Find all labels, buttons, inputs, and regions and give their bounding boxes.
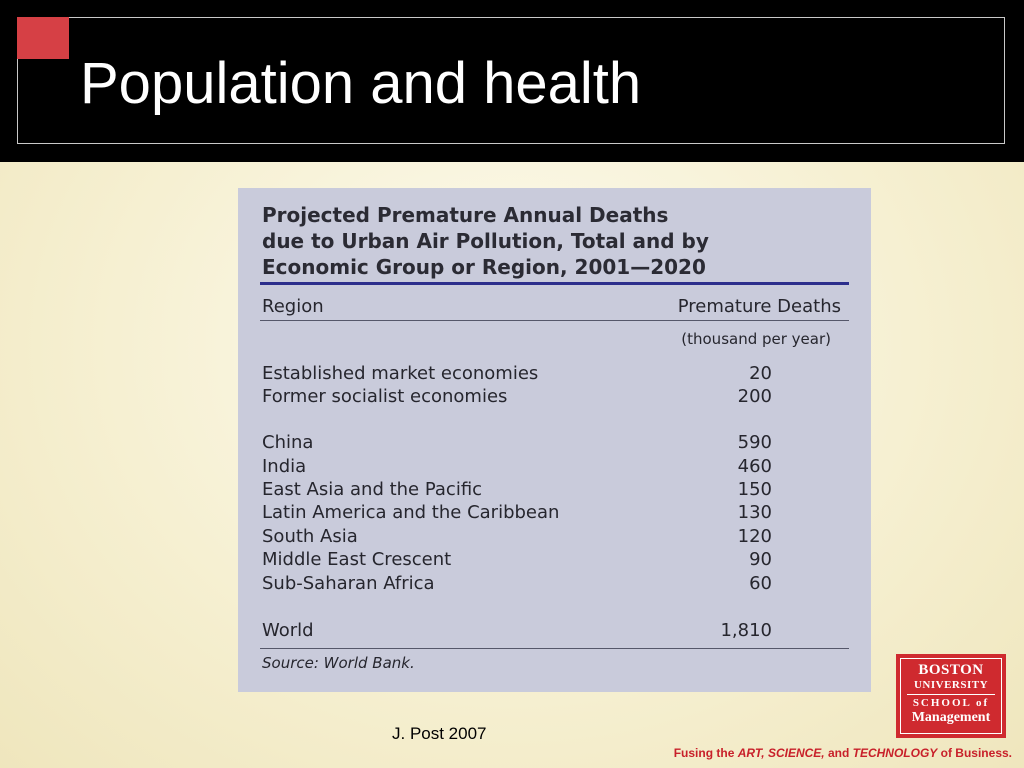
table-title-line: Projected Premature Annual Deaths [262,203,669,227]
column-unit: (thousand per year) [681,330,831,348]
tagline-tech: TECHNOLOGY [852,746,938,760]
accent-square [17,17,69,59]
logo-text-boston: BOSTON [918,662,984,678]
table-row [262,385,772,409]
deaths-cell: 130 [737,502,772,523]
deaths-cell: 150 [737,479,772,500]
deaths-cell: 590 [737,432,772,453]
deaths-cell: 200 [737,386,772,407]
table-row [262,501,772,525]
tagline [674,746,1012,760]
logo-text-university: UNIVERSITY [913,679,989,691]
region-cell: Former socialist economies [262,386,508,407]
table-title-line: Economic Group or Region, 2001—2020 [262,255,706,279]
table-row [262,548,772,572]
logo-frame [900,658,1002,734]
column-header-deaths: Premature Deaths [677,296,841,317]
deaths-table [238,188,871,692]
slide-credit: J. Post 2007 [392,724,487,743]
tagline-fusing: Fusing the [673,746,738,760]
region-cell: Sub-Saharan Africa [262,573,435,594]
logo-text-management: Management [911,710,991,725]
tagline-art: ART, SCIENCE, [737,746,825,760]
table-row [262,362,772,386]
deaths-cell: 120 [737,526,772,547]
logo-text-school: SCHOOL of [912,697,990,709]
deaths-cell: 60 [749,573,772,594]
region-cell: India [262,456,307,477]
region-cell: Latin America and the Caribbean [262,502,560,523]
table-row [262,572,772,596]
slide-title: Population and health [80,51,642,116]
region-cell: South Asia [262,526,358,547]
region-cell: Middle East Crescent [262,549,452,570]
table-source: Source: World Bank. [262,654,415,672]
column-header-region: Region [262,296,324,317]
title-bar [0,0,1024,162]
table-row [262,431,772,455]
tagline-and: and [824,746,853,760]
table-title-line: due to Urban Air Pollution, Total and by [262,229,709,253]
table-title [262,202,822,280]
region-cell: China [262,432,314,453]
footer-rule [260,648,849,649]
table-row [262,525,772,549]
deaths-cell: 1,810 [720,620,772,641]
header-rule [260,320,849,321]
deaths-cell: 460 [737,456,772,477]
bu-logo [896,654,1006,738]
deaths-cell: 20 [749,363,772,384]
region-cell: Established market economies [262,363,539,384]
region-cell: World [262,620,314,641]
region-cell: East Asia and the Pacific [262,479,483,500]
deaths-cell: 90 [749,549,772,570]
tagline-end: of Business. [937,746,1012,760]
logo-divider [907,694,995,695]
table-top-rule [260,282,849,285]
table-row-total [262,619,772,643]
table-row [262,478,772,502]
table-row [262,455,772,479]
